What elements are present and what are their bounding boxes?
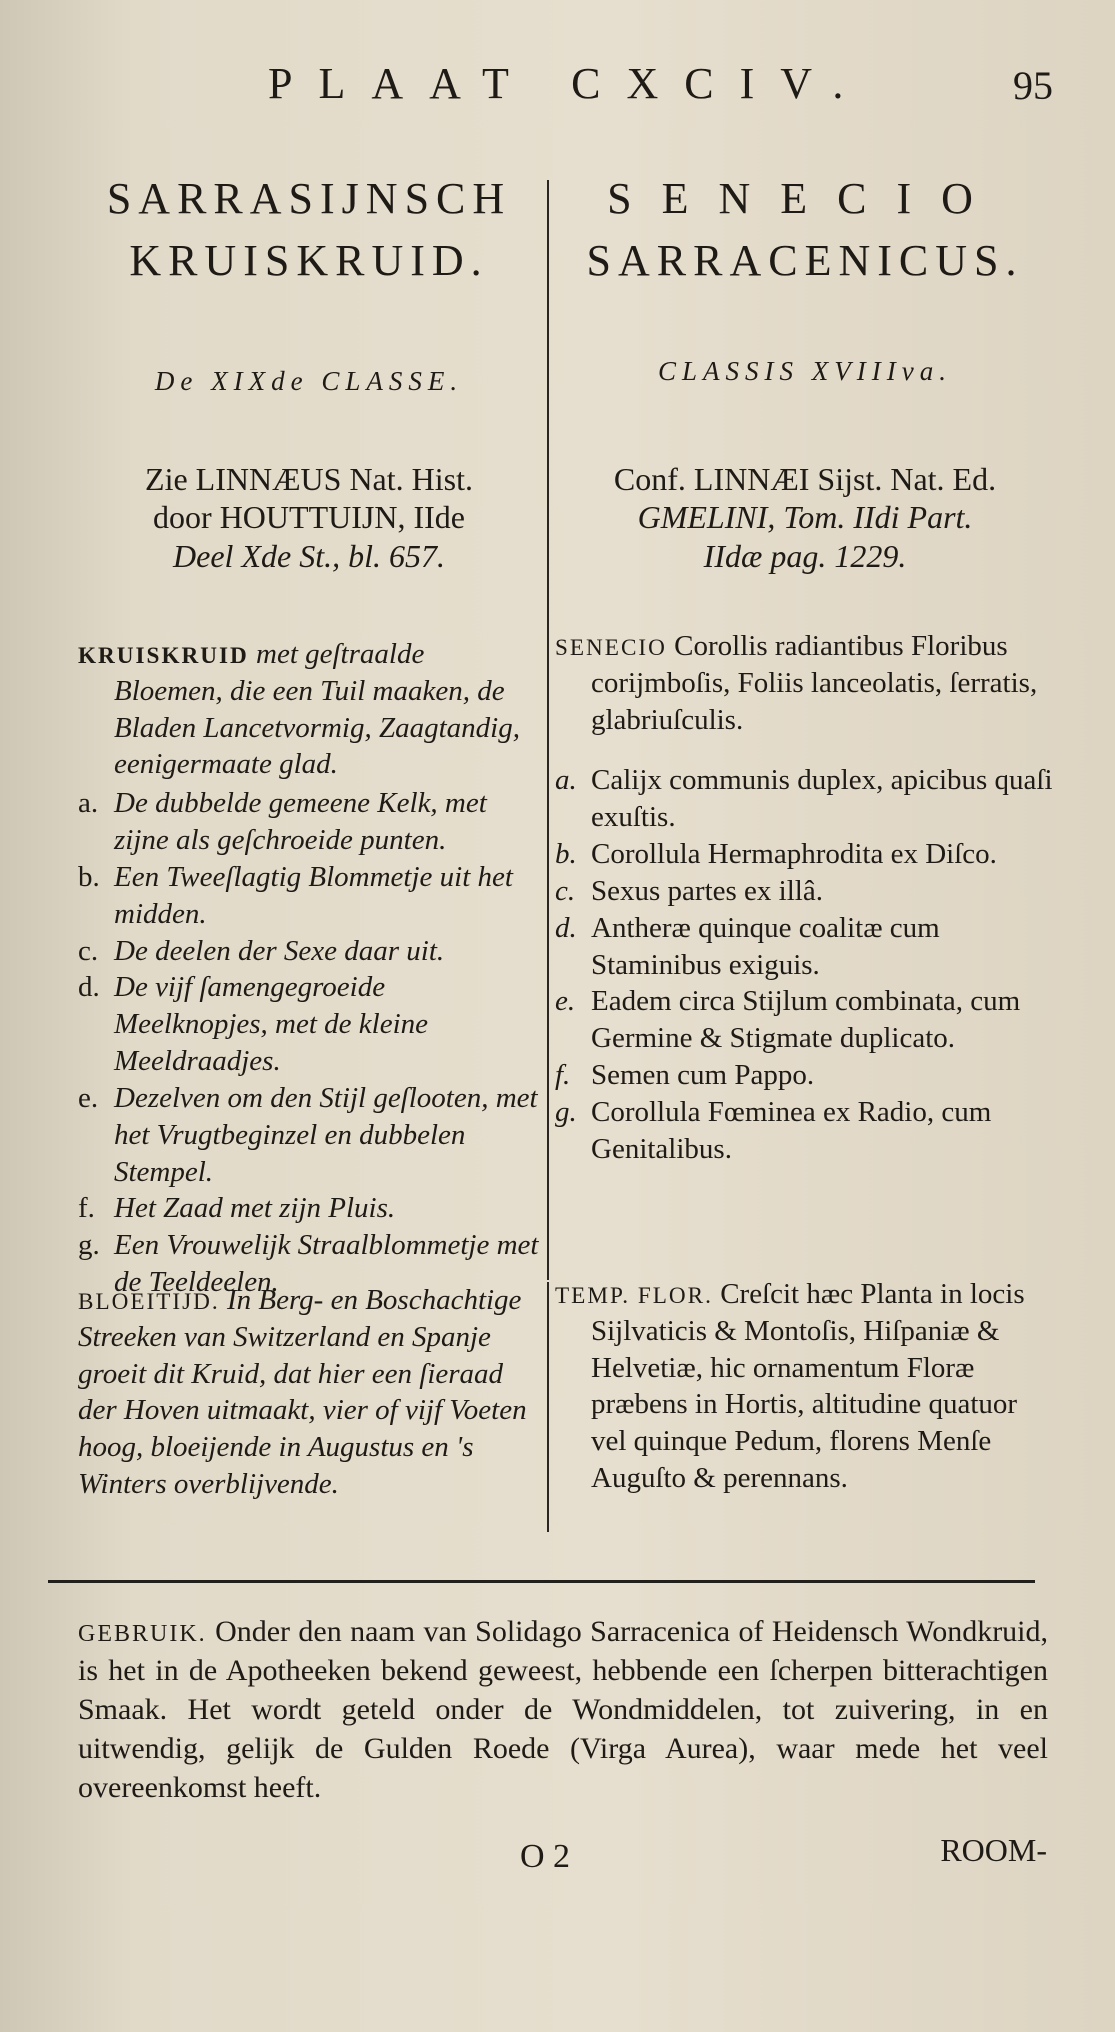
latin-ref-line1: Conf. LINNÆI Sijst. Nat. Ed. xyxy=(613,461,997,497)
latin-title-line2: SARRACENICUS. xyxy=(586,235,1024,285)
column-divider-lower xyxy=(547,1282,549,1532)
bloeitijd-lead: BLOEITIJD. xyxy=(78,1289,220,1315)
dutch-title-line2: KRUISKRUID. xyxy=(129,235,489,285)
plate-title: PLAAT CXCIV. xyxy=(268,59,870,108)
dutch-title-line1: SARRASIJNSCH xyxy=(106,174,512,223)
latin-item: c. Sexus partes ex illâ. xyxy=(555,874,823,907)
latin-temp-flor xyxy=(555,1276,1055,1497)
dutch-desc-lead: KRUISKRUID xyxy=(78,643,249,669)
dutch-title xyxy=(78,168,540,291)
running-header xyxy=(0,58,1115,118)
gebruik-paragraph xyxy=(78,1612,1048,1807)
dutch-ref-line1: Zie LINNÆUS Nat. Hist. xyxy=(145,461,473,497)
page-number: 95 xyxy=(1013,63,1053,108)
latin-ref-line2: GMELINI, Tom. IIdi Part. xyxy=(637,499,973,536)
dutch-item: e. Dezelven om den Stijl geſlooten, met het Vrugtbeginzel en dubbelen Stempel. xyxy=(78,1081,538,1188)
gebruik-text: Onder den naam van Solidago Sarracenica of Heidensch Wondkruid, is het in de Apotheeken bekend geweest, hebbende een ſcherpen bitterachtigen Smaak. Het wordt geteld onder de Wondmiddelen, tot zuivering, in en uitwendig, gelijk de Gulden Roede (Virga Aurea), waar mede het veel overeenkomst heeft. xyxy=(78,1615,1049,1804)
dutch-ref-line3: Deel Xde St., bl. 657. xyxy=(173,537,445,574)
latin-item: b. Corollula Hermaphrodita ex Diſco. xyxy=(555,838,997,871)
latin-desc-lead: SENECIO xyxy=(555,635,667,661)
temp-flor-lead: TEMP. FLOR. xyxy=(555,1283,713,1309)
latin-item: g. Corollula Fœminea ex Radio, cum Genitalibus. xyxy=(555,1095,992,1165)
dutch-item: g. Een Vrouwelijk Straalblommetje met de Teeldeelen. xyxy=(78,1229,539,1299)
latin-desc-text: Corollis radiantibus Floribus corijmboſis, Foliis lanceolatis, ſerratis, glabriuſculis. xyxy=(591,630,1038,736)
latin-item: f. Semen cum Pappo. xyxy=(555,1059,815,1092)
latin-ref-line3: IIdæ pag. 1229. xyxy=(703,537,907,574)
latin-item: e. Eadem circa Stijlum combinata, cum Germine & Stigmate duplicato. xyxy=(555,985,1021,1055)
dutch-item: b. Een Tweeſlagtig Blommetje uit het midden. xyxy=(78,860,513,930)
temp-flor-text: Creſcit hæc Planta in locis Sijlvaticis & Montoſis, Hiſpaniæ & Helvetiæ, hic ornamentum Floræ præbens in Hortis, altitudine quatuor vel quinque Pedum, florens Menſe Auguſto & perennans. xyxy=(591,1278,1025,1495)
latin-title-line1: SENECIO xyxy=(607,174,1003,223)
latin-description xyxy=(555,628,1055,1168)
latin-title xyxy=(555,168,1055,291)
dutch-classe: De XIXde CLASSE. xyxy=(154,366,464,396)
dutch-item: c. De deelen der Sexe daar uit. xyxy=(78,934,445,967)
dutch-item: a. De dubbelde gemeene Kelk, met zijne als geſchroeide punten. xyxy=(78,787,487,857)
latin-reference xyxy=(555,460,1055,575)
column-divider-upper xyxy=(547,180,549,1280)
dutch-desc-text: met geſtraalde Bloemen, die een Tuil maaken, de Bladen Lancetvormig, Zaagtandig, eenigermaate glad. xyxy=(114,638,520,781)
dutch-description xyxy=(78,636,540,1301)
dutch-reference xyxy=(78,460,540,575)
signature-mark: O 2 xyxy=(520,1838,571,1875)
latin-item: a. Calijx communis duplex, apicibus quaſi exuſtis. xyxy=(555,764,1053,834)
dutch-bloeitijd xyxy=(78,1282,540,1503)
latin-classis: CLASSIS XVIIIva. xyxy=(658,356,952,386)
latin-item: d. Antheræ quinque coalitæ cum Staminibus exiguis. xyxy=(555,911,940,981)
bloeitijd-text: In Berg- en Boschachtige Streeken van Switzerland en Spanje groeit dit Kruid, dat hier een ſieraad der Hoven uitmaakt, vier of vijf Voeten hoog, bloeijende in Augustus en 's Winters overblijvende. xyxy=(78,1284,527,1501)
gebruik-lead: GEBRUIK. xyxy=(78,1621,207,1647)
dutch-ref-line2: door HOUTTUIJN, IIde xyxy=(153,499,465,536)
catchword: ROOM- xyxy=(940,1832,1047,1868)
dutch-item: d. De vijf ſamengegroeide Meelknopjes, met de kleine Meeldraadjes. xyxy=(78,971,429,1078)
section-rule xyxy=(48,1580,1035,1583)
dutch-item: f. Het Zaad met zijn Pluis. xyxy=(78,1192,396,1225)
